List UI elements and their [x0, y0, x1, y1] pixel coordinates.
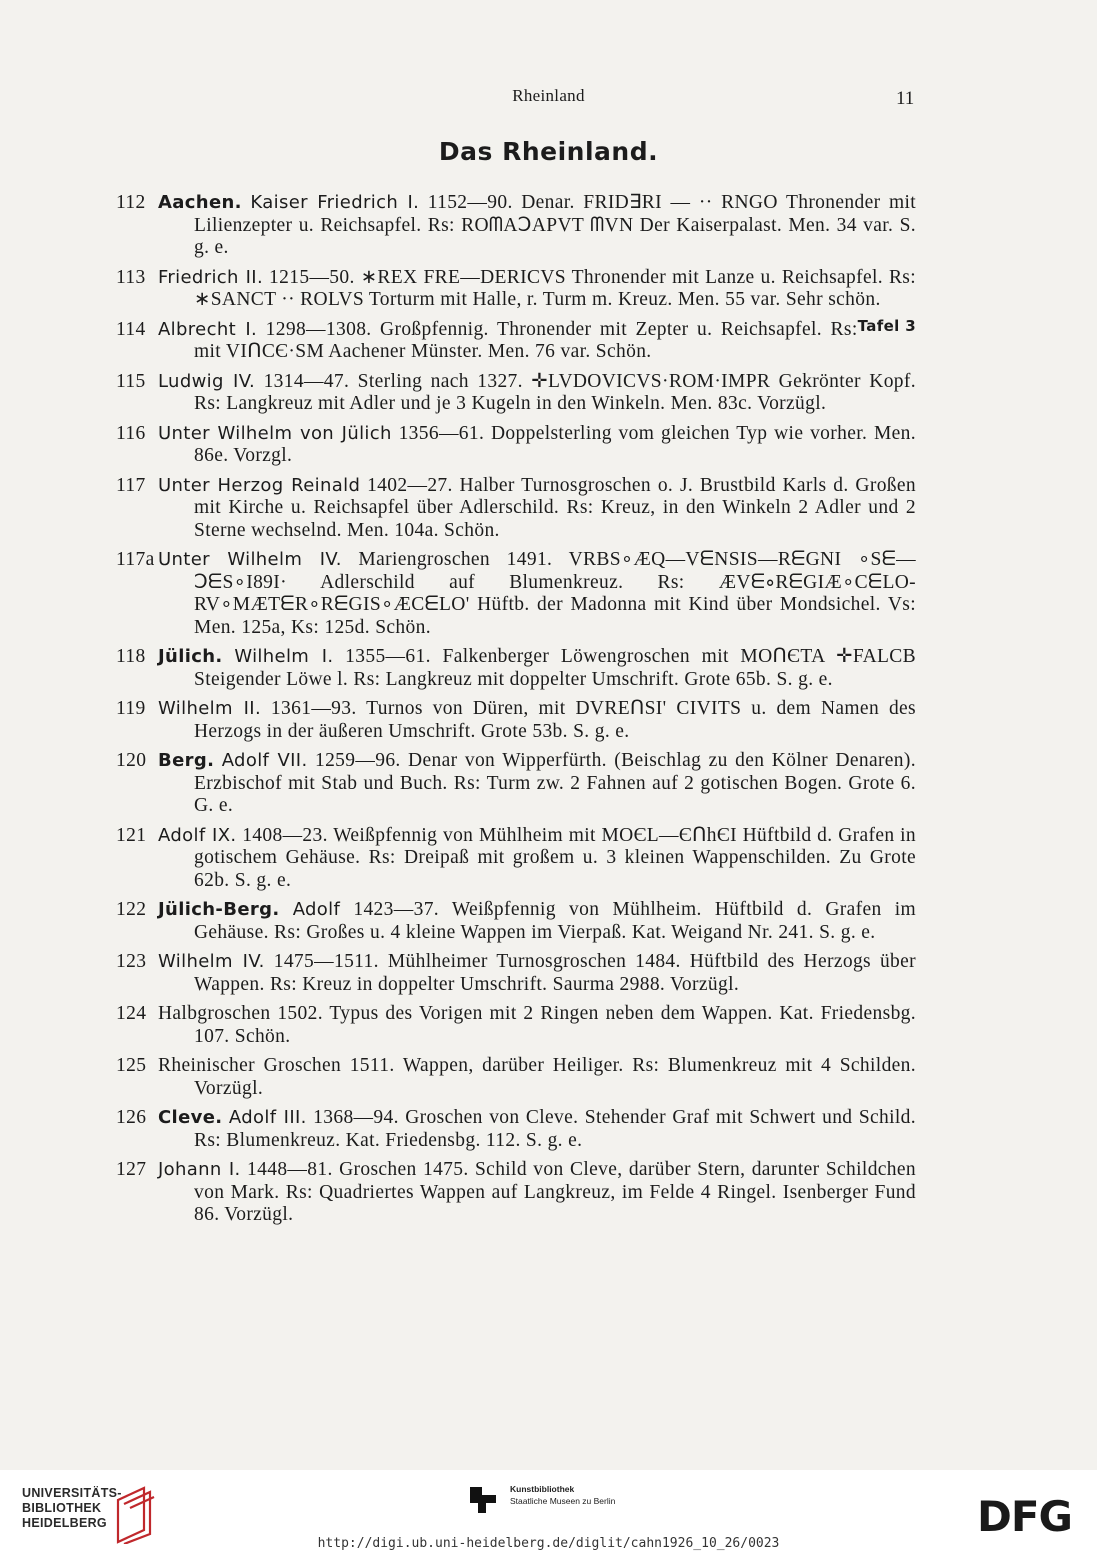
ub-logo-text: UNIVERSITÄTS- BIBLIOTHEK HEIDELBERG	[22, 1486, 122, 1530]
kunstbibliothek-logo[interactable]	[468, 1483, 615, 1517]
entry-text: Mariengroschen 1491. VRBS∘ÆQ—VᗴNSIS—RᗴGNI ∘Sᗴ—ↃᗴS∘I89I· Adlerschild auf Blumenkreuz. Rs: ÆVᗴ∘RᗴGIÆ∘CᗴLO- RV∘MÆTᗴR∘RᗴGIS∘ÆCᗴLO' Hüftb. der Madonna mit Kind über Mondsichel. Vs: Men. 125a, Ks: 125d. Schön.	[194, 549, 916, 638]
entry-number: 124	[116, 1003, 147, 1024]
entry-number: 121	[116, 824, 147, 846]
plate-reference: Tafel 3	[857, 316, 916, 335]
entry-ruler: Unter Wilhelm von Jülich	[158, 422, 392, 444]
entry-text: 1356—61. Doppelsterling vom gleichen Typ wie vorher. Men. 86e. Vorzgl.	[194, 422, 916, 466]
entry-number: 119	[116, 698, 146, 719]
dfg-logo-mark	[977, 1495, 1081, 1535]
catalog-entry	[116, 951, 916, 996]
entry-ruler: Unter Herzog Reinald	[158, 474, 361, 496]
entry-number: 118	[116, 646, 146, 667]
entry-text: 1314—47. Sterling nach 1327. ✛LVDOVICVS·ROM·IMPR Gekrönter Kopf. Rs: Langkreuz mit Adler und je 3 Kugeln in den Winkeln. Men. 83c. Vorzügl.	[194, 370, 916, 414]
entry-text: 1355—61. Falkenberger Löwengroschen mit MOᑎЄTA ✛FALCB Steigender Löwe l. Rs: Langkreuz mit doppelter Umschrift. Grote 65b. S. g. e.	[194, 646, 916, 690]
catalog-entry	[116, 192, 916, 260]
entry-ruler: Albrecht I.	[158, 318, 258, 340]
entry-ruler: Adolf	[292, 899, 341, 920]
entry-ruler: Wilhelm IV.	[158, 951, 265, 972]
catalog-entry	[116, 698, 916, 743]
entry-ruler: Unter Wilhelm IV.	[158, 549, 342, 570]
catalog-entry	[116, 1159, 916, 1227]
entry-text: Halbgroschen 1502. Typus des Vorigen mit 2 Ringen neben dem Wappen. Kat. Friedensbg. 107. Schön.	[158, 1003, 916, 1047]
entry-number: 122	[116, 899, 147, 920]
running-head: Rheinland	[512, 86, 585, 105]
entry-location: Jülich.	[158, 646, 223, 667]
catalog-entry	[116, 319, 916, 364]
entry-text: Rheinischer Groschen 1511. Wappen, darüber Heiliger. Rs: Blumenkreuz mit 4 Schilden. Vorzügl.	[158, 1055, 916, 1099]
entry-ruler: Wilhelm I.	[234, 646, 334, 667]
catalog-entry	[116, 825, 916, 893]
entry-text: 1152—90. Denar. FRID∃RI — ·· RNGO Thronender mit Lilienzepter u. Reichsapfel. Rs: ROᗰAↃAPVT ᗰVN Der Kaiserpalast. Men. 34 var. S. g. e.	[194, 192, 917, 258]
entry-number: 113	[116, 266, 146, 288]
entry-number: 120	[116, 750, 147, 771]
catalog-entry	[116, 646, 916, 691]
ub-heidelberg-logo[interactable]	[22, 1486, 122, 1531]
entry-text: 1402—27. Halber Turnosgroschen o. J. Brustbild Karls d. Großen mit Kirche u. Reichsapfel über Adlerschild. Rs: Kreuz, in den Winkeln 2 Adler und 2 Sterne wechselnd. Men. 104a. Schön.	[194, 474, 916, 541]
entry-ruler: Kaiser Friedrich I.	[250, 192, 420, 213]
entry-text: 1423—37. Weißpfennig von Mühlheim. Hüftbild d. Grafen im Gehäuse. Rs: Großes u. 4 kleine Wappen im Vierpaß. Kat. Weigand Nr. 241. S. g. e.	[194, 899, 916, 943]
entry-text: 1408—23. Weißpfennig von Mühlheim mit MOЄL—ЄᑎhЄI Hüftbild d. Grafen in gotischem Gehäuse. Rs: Dreipaß mit großem u. 3 kleinen Wappenschilden. Zu Grote 62b. S. g. e.	[194, 824, 916, 891]
entry-text: 1298—1308. Großpfennig. Thronender mit Zepter u. Reichsapfel. Rs: mit VIᑎCЄ·SM Aachener Münster. Men. 76 var. Schön.	[194, 318, 858, 362]
entry-ruler: Ludwig IV.	[158, 370, 256, 392]
entry-number: 116	[116, 422, 146, 444]
entry-number: 112	[116, 192, 146, 213]
catalog-entry	[116, 1107, 916, 1152]
entry-location: Aachen.	[158, 192, 242, 213]
entry-number: 125	[116, 1055, 147, 1076]
catalog-entries	[116, 192, 916, 1234]
catalog-entry	[116, 423, 916, 468]
entry-ruler: Friedrich II.	[158, 266, 264, 288]
entry-text: 1448—81. Groschen 1475. Schild von Cleve, darüber Stern, darunter Schildchen von Mark. Rs: Quadriertes Wappen auf Langkreuz, im Felde 4 Ringel. Isenberger Fund 86. Vorzügl.	[194, 1159, 916, 1225]
kunstbibliothek-text: Kunstbibliothek Staatliche Museen zu Berlin	[510, 1484, 616, 1506]
entry-number: 114	[116, 318, 146, 340]
entry-ruler: Johann I.	[158, 1159, 241, 1180]
entry-ruler: Wilhelm II.	[158, 698, 262, 719]
entry-location: Cleve.	[158, 1107, 223, 1128]
entry-location: Berg.	[158, 750, 215, 771]
entry-text: 1368—94. Groschen von Cleve. Stehender Graf mit Schwert und Schild. Rs: Blumenkreuz. Kat. Friedensbg. 112. S. g. e.	[194, 1107, 916, 1151]
entry-text: 1475—1511. Mühlheimer Turnosgroschen 1484. Hüftbild des Herzogs über Wappen. Rs: Kreuz in doppelter Umschrift. Saurma 2988. Vorzügl.	[194, 951, 916, 995]
eagle-icon	[468, 1483, 498, 1517]
entry-number: 117	[116, 474, 146, 496]
entry-ruler: Adolf III.	[228, 1107, 307, 1128]
entry-ruler: Adolf IX.	[158, 824, 237, 846]
page-number: 11	[896, 88, 915, 109]
entry-number: 117a	[116, 549, 155, 570]
catalog-entry	[116, 549, 916, 639]
entry-text: 1361—93. Turnos von Düren, mit DVREᑎSI' CIVITS u. dem Namen des Herzogs in der äußeren Umschrift. Grote 53b. S. g. e.	[194, 698, 916, 742]
entry-number: 123	[116, 951, 147, 972]
section-title: Das Rheinland.	[438, 137, 659, 166]
entry-number: 127	[116, 1159, 147, 1180]
entry-number: 115	[116, 370, 146, 392]
catalog-entry	[116, 1003, 916, 1048]
dfg-logo[interactable]	[977, 1495, 1081, 1539]
entry-text: 1259—96. Denar von Wipperfürth. (Beischlag zu den Kölner Denaren). Erzbischof mit Stab und Buch. Rs: Turm zw. 2 Fahnen auf 2 gotischen Bogen. Grote 6. G. e.	[194, 750, 916, 816]
catalog-entry	[116, 750, 916, 818]
catalog-entry	[116, 899, 916, 944]
entry-text: 1215—50. ∗REX FRE—DERICVS Thronender mit Lanze u. Reichsapfel. Rs: ∗SANCT ·· ROLVS Torturm mit Halle, r. Turm m. Kreuz. Men. 55 var. Sehr schön.	[194, 266, 917, 310]
svg-text:DFG: DFG	[977, 1495, 1073, 1535]
entry-ruler: Adolf VII.	[221, 750, 308, 771]
catalog-entry	[116, 371, 916, 416]
catalog-entry	[116, 1055, 916, 1100]
catalog-entry	[116, 475, 916, 543]
entry-location: Jülich-Berg.	[158, 899, 280, 920]
entry-number: 126	[116, 1107, 147, 1128]
permalink-url[interactable]: http://digi.ub.uni-heidelberg.de/diglit/cahn1926_10_26/0023	[317, 1536, 780, 1551]
